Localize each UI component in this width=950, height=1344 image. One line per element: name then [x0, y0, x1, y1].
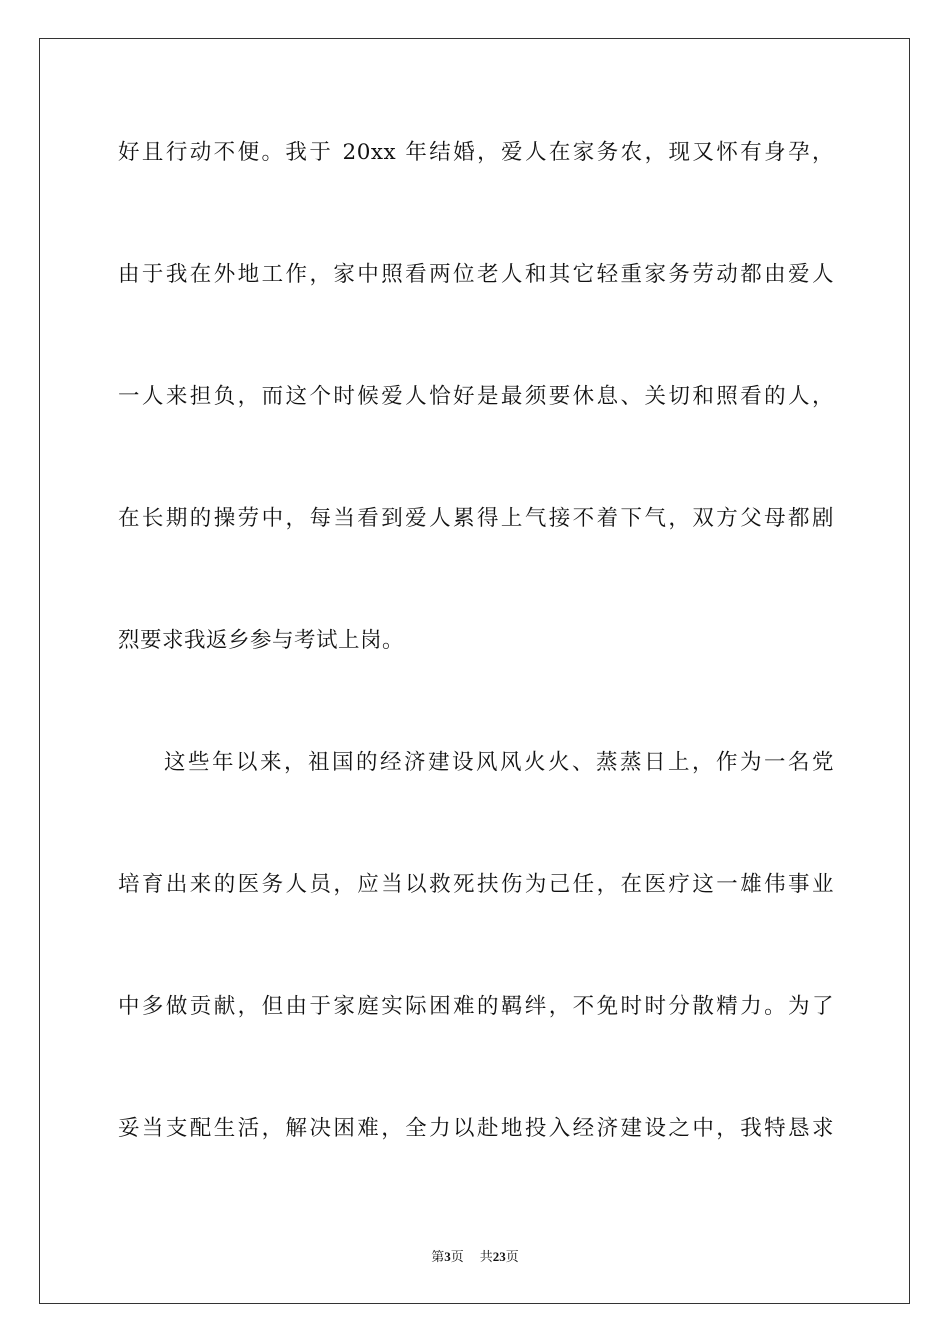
page-prefix: 第 — [431, 1250, 445, 1265]
page-suffix: 页 — [450, 1250, 464, 1265]
page-footer — [0, 1248, 950, 1267]
text-line: 烈要求我返乡参与考试上岗。 — [118, 628, 405, 653]
total-suffix: 页 — [505, 1250, 519, 1265]
page-number: 3 — [444, 1249, 451, 1264]
text-line: 在长期的操劳中，每当看到爱人累得上气接不着下气，双方父母都剧 — [118, 506, 834, 531]
text-line: 好且行动不便。我于 20xx 年结婚，爱人在家务农，现又怀有身孕， — [118, 140, 834, 165]
paragraph-first-line: 这些年以来，祖国的经济建设风风火火、蒸蒸日上，作为一名党 — [164, 750, 834, 775]
total-prefix: 共 — [479, 1250, 493, 1265]
text-line: 一人来担负，而这个时候爱人恰好是最须要休息、关切和照看的人， — [118, 384, 834, 409]
text-line: 中多做贡献，但由于家庭实际困难的羁绊，不免时时分散精力。为了 — [118, 994, 834, 1019]
text-line: 培育出来的医务人员，应当以救死扶伤为己任，在医疗这一雄伟事业 — [118, 872, 834, 897]
text-line: 妥当支配生活，解决困难，全力以赴地投入经济建设之中，我特恳求 — [118, 1116, 834, 1141]
total-pages: 23 — [492, 1249, 506, 1264]
text-line: 由于我在外地工作，家中照看两位老人和其它轻重家务劳动都由爱人 — [118, 262, 834, 287]
